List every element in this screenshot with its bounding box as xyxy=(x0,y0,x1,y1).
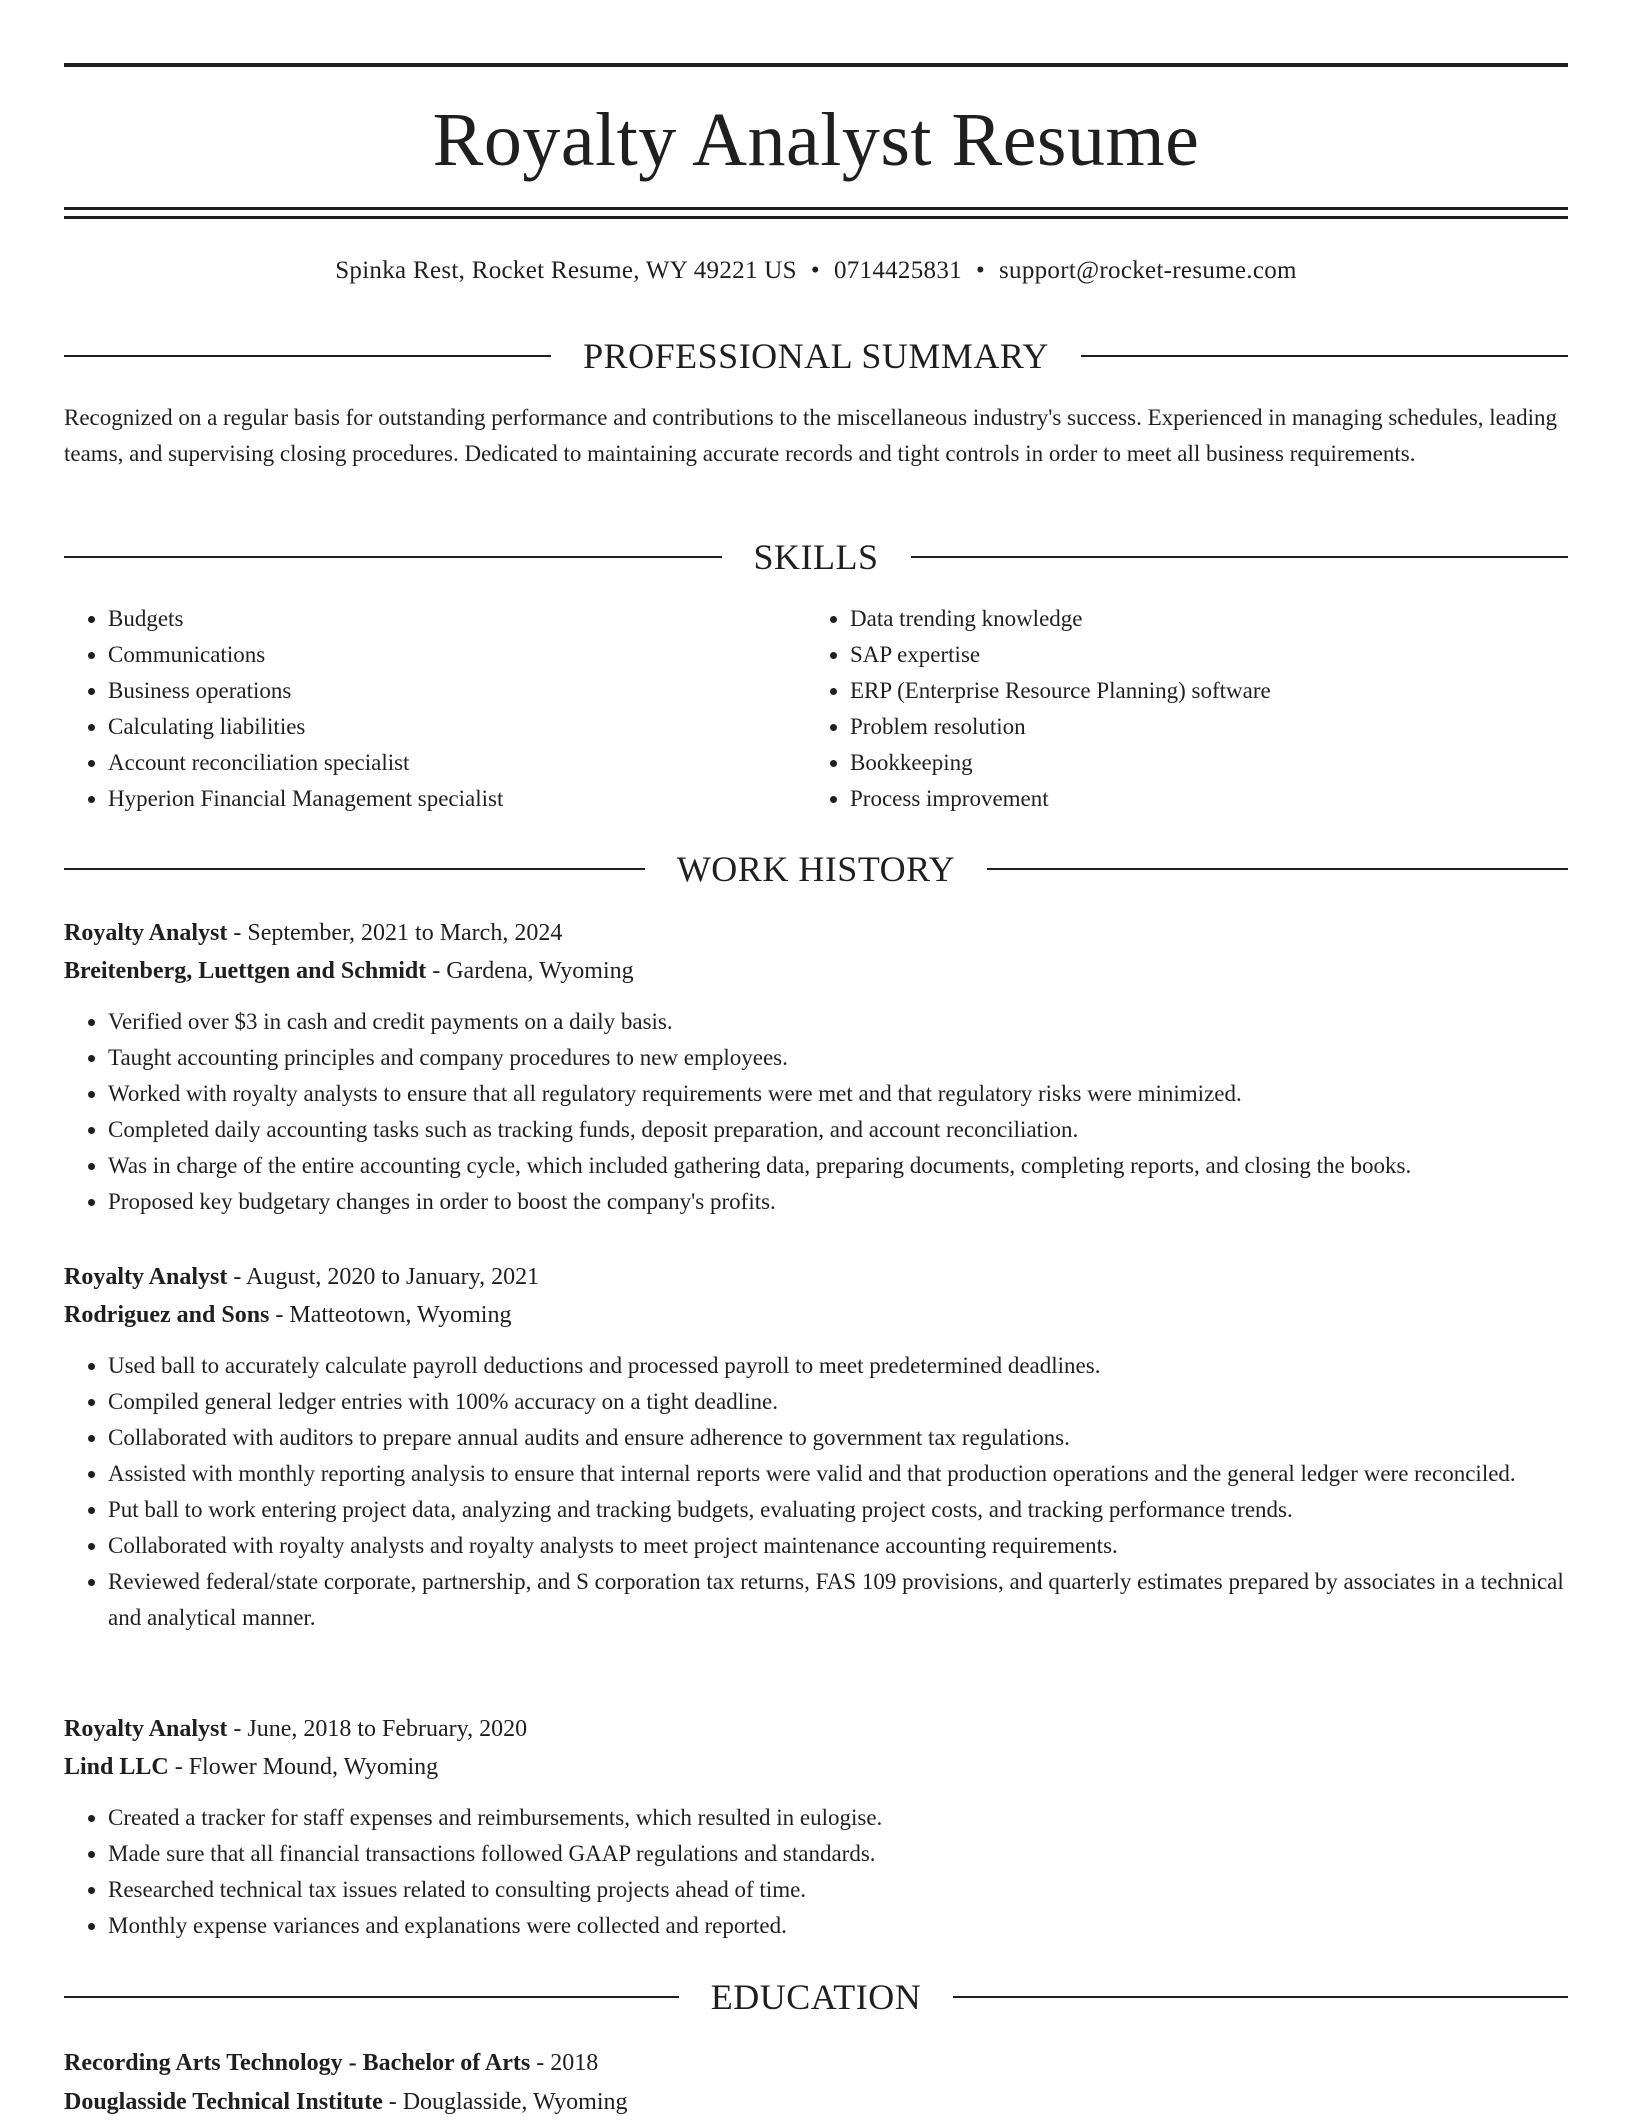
job-company-line xyxy=(64,1296,1568,1334)
job-company-line xyxy=(64,952,1568,990)
education-entry xyxy=(64,2044,1568,2122)
skill-item: • Business operations xyxy=(108,673,806,709)
job-company: Lind LLC xyxy=(64,1754,169,1780)
skill-item: • Budgets xyxy=(108,601,806,637)
job-bullet: • Verified over $3 in cash and credit payments on a daily basis. xyxy=(108,1004,1568,1040)
job-role-line xyxy=(64,914,1568,952)
contact-separator: • xyxy=(810,257,820,284)
skills-heading xyxy=(64,534,1568,580)
education-degree-line xyxy=(64,2044,1568,2083)
job-location: - Matteotown, Wyoming xyxy=(269,1302,512,1328)
job-role-line xyxy=(64,1710,1568,1748)
heading-rule xyxy=(953,1996,1568,1998)
job-bullet: • Put ball to work entering project data, analyzing and tracking budgets, evaluating project costs, and tracking performance trends. xyxy=(108,1492,1568,1528)
job-dates: - August, 2020 to January, 2021 xyxy=(227,1264,540,1290)
top-rule xyxy=(64,63,1568,67)
job-entry xyxy=(64,914,1568,1220)
heading-rule xyxy=(64,556,722,558)
heading-rule xyxy=(911,556,1569,558)
skills-column-left xyxy=(64,601,806,817)
title-rule-lower xyxy=(64,216,1568,219)
job-entry xyxy=(64,1710,1568,1944)
skill-item: • Account reconciliation specialist xyxy=(108,745,806,781)
job-bullet: • Created a tracker for staff expenses and reimbursements, which resulted in eulogise. xyxy=(108,1800,1568,1836)
contact-address: Spinka Rest, Rocket Resume, WY 49221 US xyxy=(335,257,797,284)
summary-text: Recognized on a regular basis for outstanding performance and contributions to the miscellaneous industry's success. Experienced in managing schedules, leading teams, and supervising closing procedures. Dedicated to maintaining accurate records and tight controls in order to meet all business requirements. xyxy=(64,405,1557,466)
job-dates: - September, 2021 to March, 2024 xyxy=(227,920,563,946)
skill-item: • Problem resolution xyxy=(850,709,1548,745)
job-bullet: • Was in charge of the entire accounting cycle, which included gathering data, preparing documents, completing reports, and closing the books. xyxy=(108,1148,1568,1184)
education-heading-label: EDUCATION xyxy=(710,1977,922,2017)
job-company-line xyxy=(64,1748,1568,1786)
contact-email: support@rocket-resume.com xyxy=(999,257,1297,284)
job-location: - Flower Mound, Wyoming xyxy=(168,1754,439,1780)
education-heading xyxy=(64,1974,1568,2020)
skills-heading-label: SKILLS xyxy=(753,537,879,577)
resume-title: Royalty Analyst Resume xyxy=(432,98,1200,182)
heading-rule xyxy=(64,1996,679,1998)
summary-heading-label: PROFESSIONAL SUMMARY xyxy=(583,336,1049,376)
job-bullets xyxy=(64,1004,1568,1220)
job-bullet: • Researched technical tax issues related to consulting projects ahead of time. xyxy=(108,1872,1568,1908)
job-role-line xyxy=(64,1258,1568,1296)
skill-item: • Process improvement xyxy=(850,781,1548,817)
summary-heading xyxy=(64,333,1568,379)
skill-item: • ERP (Enterprise Resource Planning) software xyxy=(850,673,1548,709)
job-bullet: • Taught accounting principles and company procedures to new employees. xyxy=(108,1040,1568,1076)
job-bullets xyxy=(64,1348,1568,1636)
job-bullet: • Made sure that all financial transactions followed GAAP regulations and standards. xyxy=(108,1836,1568,1872)
job-bullets xyxy=(64,1800,1568,1944)
skill-item: • Communications xyxy=(108,637,806,673)
skill-item: • Data trending knowledge xyxy=(850,601,1548,637)
contact-line xyxy=(64,254,1568,288)
title-rule-upper xyxy=(64,207,1568,210)
job-bullet: • Proposed key budgetary changes in order to boost the company's profits. xyxy=(108,1184,1568,1220)
contact-separator: • xyxy=(975,257,985,284)
skills-column-right xyxy=(806,601,1548,817)
job-bullet: • Completed daily accounting tasks such as tracking funds, deposit preparation, and account reconciliation. xyxy=(108,1112,1568,1148)
job-company: Breitenberg, Luettgen and Schmidt xyxy=(64,958,427,984)
heading-rule xyxy=(987,868,1568,870)
education-degree: Recording Arts Technology - Bachelor of Arts xyxy=(64,2050,531,2076)
job-bullet: • Worked with royalty analysts to ensure that all regulatory requirements were met and that regulatory risks were minimized. xyxy=(108,1076,1568,1112)
job-dates: - June, 2018 to February, 2020 xyxy=(227,1716,528,1742)
education-year: - 2018 xyxy=(530,2050,599,2076)
skill-item: • Calculating liabilities xyxy=(108,709,806,745)
work-heading xyxy=(64,846,1568,892)
job-entry xyxy=(64,1258,1568,1636)
job-title: Royalty Analyst xyxy=(64,1264,228,1290)
heading-rule xyxy=(64,868,645,870)
job-bullet: • Monthly expense variances and explanations were collected and reported. xyxy=(108,1908,1568,1944)
job-bullet: • Collaborated with auditors to prepare annual audits and ensure adherence to government tax regulations. xyxy=(108,1420,1568,1456)
education-location: - Douglasside, Wyoming xyxy=(382,2089,628,2115)
job-company: Rodriguez and Sons xyxy=(64,1302,270,1328)
skills-list xyxy=(64,601,1568,817)
job-bullet: • Used ball to accurately calculate payroll deductions and processed payroll to meet predetermined deadlines. xyxy=(108,1348,1568,1384)
job-bullet: • Reviewed federal/state corporate, partnership, and S corporation tax returns, FAS 109 provisions, and quarterly estimates prepared by associates in a technical and analytical manner. xyxy=(108,1564,1568,1636)
job-bullet: • Compiled general ledger entries with 100% accuracy on a tight deadline. xyxy=(108,1384,1568,1420)
job-title: Royalty Analyst xyxy=(64,920,228,946)
skill-item: • Hyperion Financial Management specialist xyxy=(108,781,806,817)
heading-rule xyxy=(64,355,551,357)
job-title: Royalty Analyst xyxy=(64,1716,228,1742)
job-bullet: • Collaborated with royalty analysts and royalty analysts to meet project maintenance accounting requirements. xyxy=(108,1528,1568,1564)
contact-phone: 0714425831 xyxy=(833,257,962,284)
heading-rule xyxy=(1081,355,1568,357)
education-school-line xyxy=(64,2083,1568,2122)
skill-item: • SAP expertise xyxy=(850,637,1548,673)
education-school: Douglasside Technical Institute xyxy=(64,2089,383,2115)
skill-item: • Bookkeeping xyxy=(850,745,1548,781)
job-location: - Gardena, Wyoming xyxy=(426,958,634,984)
job-bullet: • Assisted with monthly reporting analysis to ensure that internal reports were valid and that production operations and the general ledger were reconciled. xyxy=(108,1456,1568,1492)
work-heading-label: WORK HISTORY xyxy=(676,849,956,889)
